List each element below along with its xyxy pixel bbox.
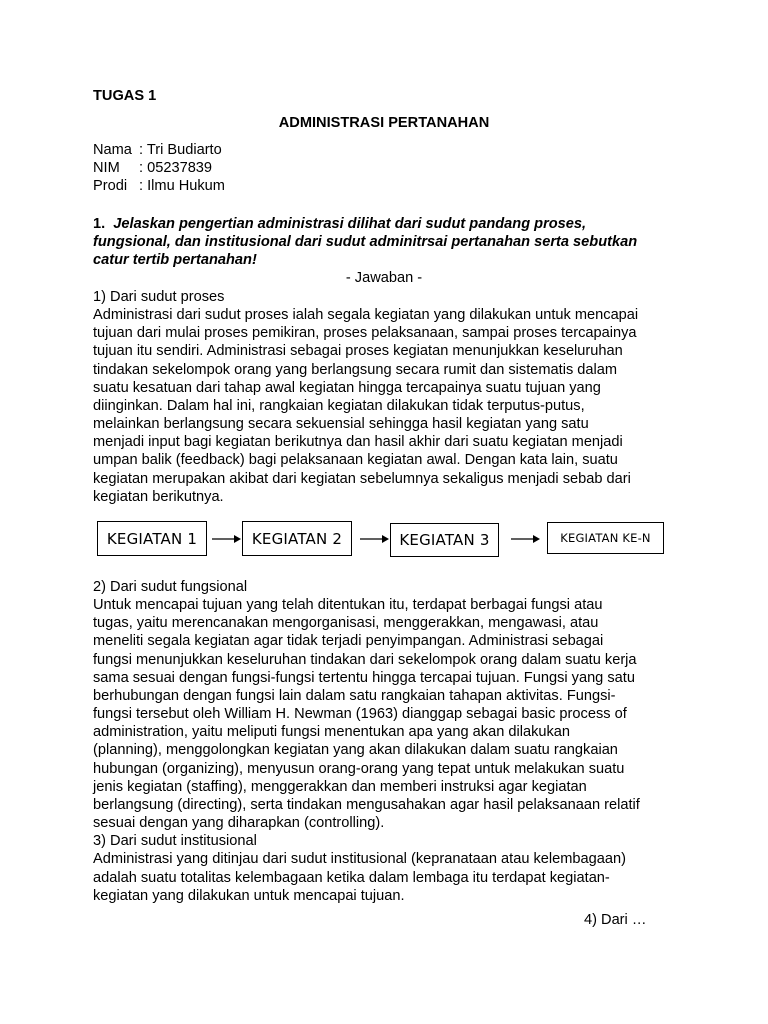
paragraph-line: adalah suatu totalitas kelembagaan ketika dalam lembaga itu terdapat kegiatan- [93,869,610,886]
paragraph-line: berlangsung (directing), serta tindakan mengusahakan agar hasil pelaksanaan relatif [93,796,640,813]
answer-label-text: - Jawaban - [345,270,423,286]
paragraph-line: (planning), menggolongkan kegiatan yang akan dilakukan dalam suatu rangkaian [93,742,618,759]
question-number: 1. [93,216,106,232]
paragraph-line: kegiatan merupakan akibat dari kegiatan sebelumnya sekaligus menjadi sebab dari [93,470,631,487]
paragraph-line: fungsi menunjukkan keseluruhan tindakan dari sekelompok orang dalam suatu kerja [93,651,637,668]
paragraph-line: berhubungan dengan fungsi lain dalam satu rangkaian tahapan aktivitas. Fungsi- [93,687,616,704]
paragraph-line: melainkan berlangsung secara sekuensial sehingga hasil kegiatan yang satu [93,416,589,433]
paragraph-line: sama sesuai dengan fungsi-fungsi tertentu hingga tercapai tujuan. Fungsi yang satu [93,669,635,686]
question-block [93,215,683,269]
paragraph-line: diinginkan. Dalam hal ini, rangkaian kegiatan dilakukan tidak terputus-putus, [93,397,585,414]
question-line: catur tertib pertanahan! [93,252,257,269]
paragraph-line: menjadi input bagi kegiatan berikutnya dan hasil akhir dari suatu kegiatan menjadi [93,434,623,451]
name-value: : Tri Budiarto [139,142,222,158]
question-line: Jelaskan pengertian administrasi dilihat dari sudut pandang proses, [113,216,587,232]
document-title: ADMINISTRASI PERTANAHAN [278,115,490,131]
section-process [93,288,683,506]
section-heading: 2) Dari sudut fungsional [93,579,248,595]
paragraph-line: kegiatan yang dilakukan untuk mencapai tujuan. [93,887,405,904]
section-heading: 1) Dari sudut proses [93,289,225,305]
paragraph-line: fungsi tersebut oleh William H. Newman (1963) dianggap sebagai basic process of [93,706,627,723]
nim-value: : 05237839 [139,160,213,177]
section-heading: 3) Dari sudut institusional [93,833,257,850]
paragraph-line: Administrasi yang ditinjau dari sudut institusional (kepranataan atau kelembagaan) [93,851,626,868]
paragraph-line: Untuk mencapai tujuan yang telah ditentukan itu, terdapat berbagai fungsi atau [93,597,603,614]
name-label: Nama [93,142,132,158]
paragraph-line: sesuai dengan yang diharapkan (controlling). [93,815,385,832]
identity-block [93,141,683,195]
paragraph-line: Administrasi dari sudut proses ialah segala kegiatan yang dilakukan untuk mencapai [93,307,639,324]
paragraph-line: tujuan itu sendiri. Administrasi sebagai proses kegiatan menunjukkan keseluruhan [93,343,623,360]
paragraph-line: suatu kesatuan dari tahap awal kegiatan hingga tercapainya suatu tujuan yang [93,379,601,396]
paragraph-line: hubungan (organizing), menyusun orang-orang yang tepat untuk melakukan suatu [93,760,625,777]
paragraph-line: umpan balik (feedback) bagi pelaksanaan kegiatan awal. Dengan kata lain, suatu [93,452,618,469]
paragraph-line: administration, yaitu meliputi fungsi menentukan apa yang akan dilakukan [93,724,571,741]
flow-box-kegiatan-2: KEGIATAN 2 [242,521,352,556]
flow-box-kegiatan-3: KEGIATAN 3 [390,523,499,557]
arrow-right-icon [212,533,242,545]
answer-label [0,269,768,287]
continuation-text: 4) Dari … [584,912,647,928]
paragraph-line: tugas, yaitu merencanakan mengorganisasi, menggerakkan, mengawasi, atau [93,615,599,632]
identity-nim-row [93,159,683,177]
question-line: fungsional, dan institusional dari sudut adminitrsai pertanahan serta sebutkan [93,234,638,251]
identity-prodi-row [93,177,683,195]
identity-name-row [93,141,683,159]
flow-box-kegiatan-ke-n: KEGIATAN KE-N [547,522,664,554]
section-functional [93,578,683,905]
arrow-right-icon [511,533,541,545]
paragraph-line: jenis kegiatan (staffing), menggerakkan dan memberi instruksi agar kegiatan [93,778,587,795]
paragraph-line: tujuan dari mulai proses pemikiran, proses pelaksanaan, sampai proses tercapainya [93,325,637,342]
arrow-right-icon [360,533,390,545]
prodi-label: Prodi [93,178,128,195]
paragraph-line: tindakan sekelompok orang yang berlangsung secara rumit dan sistematis dalam [93,361,618,378]
nim-label: NIM [93,160,120,177]
flow-box-kegiatan-1: KEGIATAN 1 [97,521,207,556]
paragraph-line: meneliti segala kegiatan agar tidak terjadi penyimpangan. Administrasi sebagai [93,633,604,650]
paragraph-line: kegiatan berikutnya. [93,488,224,505]
assignment-label: TUGAS 1 [93,88,157,104]
prodi-value: : Ilmu Hukum [139,178,225,195]
